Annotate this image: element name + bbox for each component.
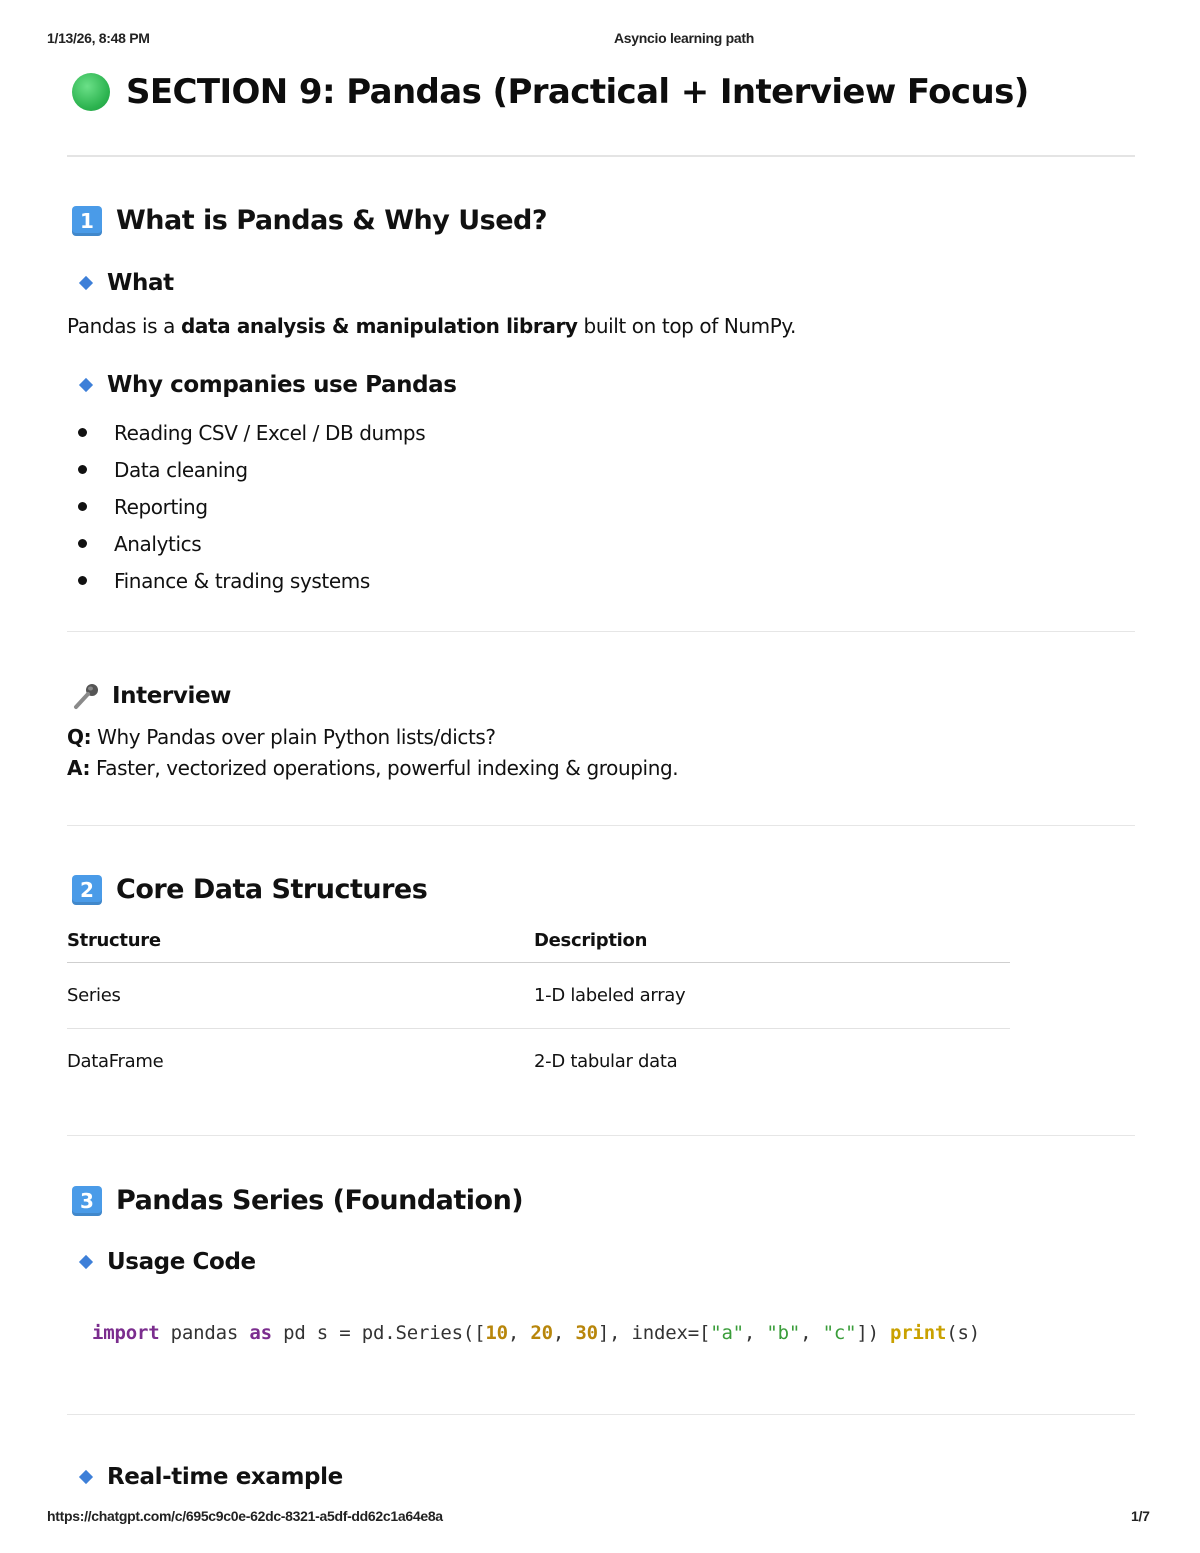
bullet-icon (78, 502, 87, 511)
table-cell: 2-D tabular data (534, 1051, 678, 1072)
number-2-icon: 2 (72, 875, 102, 905)
heading-text: Core Data Structures (116, 874, 428, 905)
code-token: ]) (856, 1322, 891, 1344)
blue-diamond-icon (79, 1470, 93, 1484)
code-token: ], index=[ (597, 1322, 711, 1344)
subheading-why-companies (76, 372, 457, 398)
list-item-text: Finance & trading systems (114, 568, 370, 593)
list-item (78, 525, 425, 562)
bullet-icon (78, 428, 87, 437)
interview-answer (67, 756, 678, 780)
bullet-icon (78, 465, 87, 474)
blue-diamond-icon (79, 1255, 93, 1269)
print-doc-title: Asyncio learning path (614, 30, 754, 46)
text-run: Pandas is a (67, 314, 181, 338)
heading-what-is-pandas (72, 205, 547, 236)
question-text: Why Pandas over plain Python lists/dicts? (91, 725, 496, 749)
blue-diamond-icon (79, 378, 93, 392)
divider (67, 825, 1135, 826)
table-cell: DataFrame (67, 1051, 164, 1072)
bullet-icon (78, 576, 87, 585)
why-list (78, 414, 425, 599)
list-item-text: Analytics (114, 531, 202, 556)
section-title-text: SECTION 9: Pandas (Practical + Interview Focus) (126, 72, 1029, 112)
list-item (78, 562, 425, 599)
subheading-text: Real-time example (107, 1464, 343, 1490)
code-token: , (800, 1322, 823, 1344)
list-item-text: Reading CSV / Excel / DB dumps (114, 420, 426, 445)
print-page-number: 1/7 (1131, 1508, 1150, 1524)
heading-pandas-series (72, 1185, 523, 1216)
code-token: "b" (766, 1322, 801, 1344)
code-token: print (890, 1322, 947, 1344)
list-item-text: Reporting (114, 494, 208, 519)
code-token: pandas (159, 1322, 250, 1344)
subheading-real-time-example (76, 1464, 343, 1490)
list-item (78, 451, 425, 488)
subheading-text: Usage Code (107, 1249, 256, 1275)
blue-diamond-icon (79, 276, 93, 290)
code-token: 10 (485, 1322, 508, 1344)
column-header-structure: Structure (67, 929, 161, 951)
subheading-usage-code (76, 1249, 256, 1275)
answer-label: A: (67, 756, 91, 780)
microphone-icon (72, 681, 102, 711)
code-token: 30 (575, 1322, 598, 1344)
text-run-bold: data analysis & manipulation library (180, 314, 578, 338)
number-3-icon: 3 (72, 1186, 102, 1216)
divider (67, 631, 1135, 632)
interview-question (67, 725, 496, 749)
code-token: import (92, 1322, 160, 1344)
code-token: pd s = pd.Series([ (271, 1322, 486, 1344)
question-label: Q: (67, 725, 92, 749)
column-header-description: Description (534, 929, 648, 951)
print-datetime: 1/13/26, 8:48 PM (47, 30, 150, 46)
table-cell: 1-D labeled array (534, 985, 686, 1006)
green-circle-icon (72, 73, 110, 111)
heading-core-data-structures (72, 874, 427, 905)
subheading-what (76, 270, 174, 296)
code-token: "c" (822, 1322, 857, 1344)
code-token: 20 (530, 1322, 553, 1344)
divider (67, 1135, 1135, 1136)
code-token: (s) (946, 1322, 980, 1344)
heading-text: What is Pandas & Why Used? (116, 205, 548, 236)
list-item (78, 414, 425, 451)
divider (67, 155, 1135, 157)
heading-text: Pandas Series (Foundation) (116, 1185, 524, 1216)
data-structures-table (67, 918, 1010, 1094)
code-token: , (552, 1322, 576, 1344)
table-header-row (67, 918, 1010, 963)
interview-heading (72, 681, 231, 711)
divider (67, 1414, 1135, 1415)
table-cell: Series (67, 985, 121, 1006)
table-row (67, 963, 1010, 1029)
list-item-text: Data cleaning (114, 457, 248, 482)
list-item (78, 488, 425, 525)
print-url: https://chatgpt.com/c/695c9c0e-62dc-8321-a5df-dd62c1a64e8a (47, 1508, 443, 1524)
code-block (92, 1322, 980, 1344)
code-token: as (249, 1322, 272, 1344)
answer-text: Faster, vectorized operations, powerful indexing & grouping. (90, 756, 679, 780)
number-1-icon: 1 (72, 206, 102, 236)
subheading-text: What (107, 270, 174, 296)
code-token: "a" (710, 1322, 744, 1344)
subheading-text: Why companies use Pandas (107, 372, 457, 398)
table-row (67, 1029, 1010, 1094)
interview-heading-text: Interview (112, 683, 231, 709)
code-token: , (743, 1322, 767, 1344)
bullet-icon (78, 539, 87, 548)
what-paragraph (67, 314, 796, 338)
text-run: built on top of NumPy. (577, 314, 796, 338)
code-token: , (507, 1322, 531, 1344)
section-title (72, 72, 1029, 112)
